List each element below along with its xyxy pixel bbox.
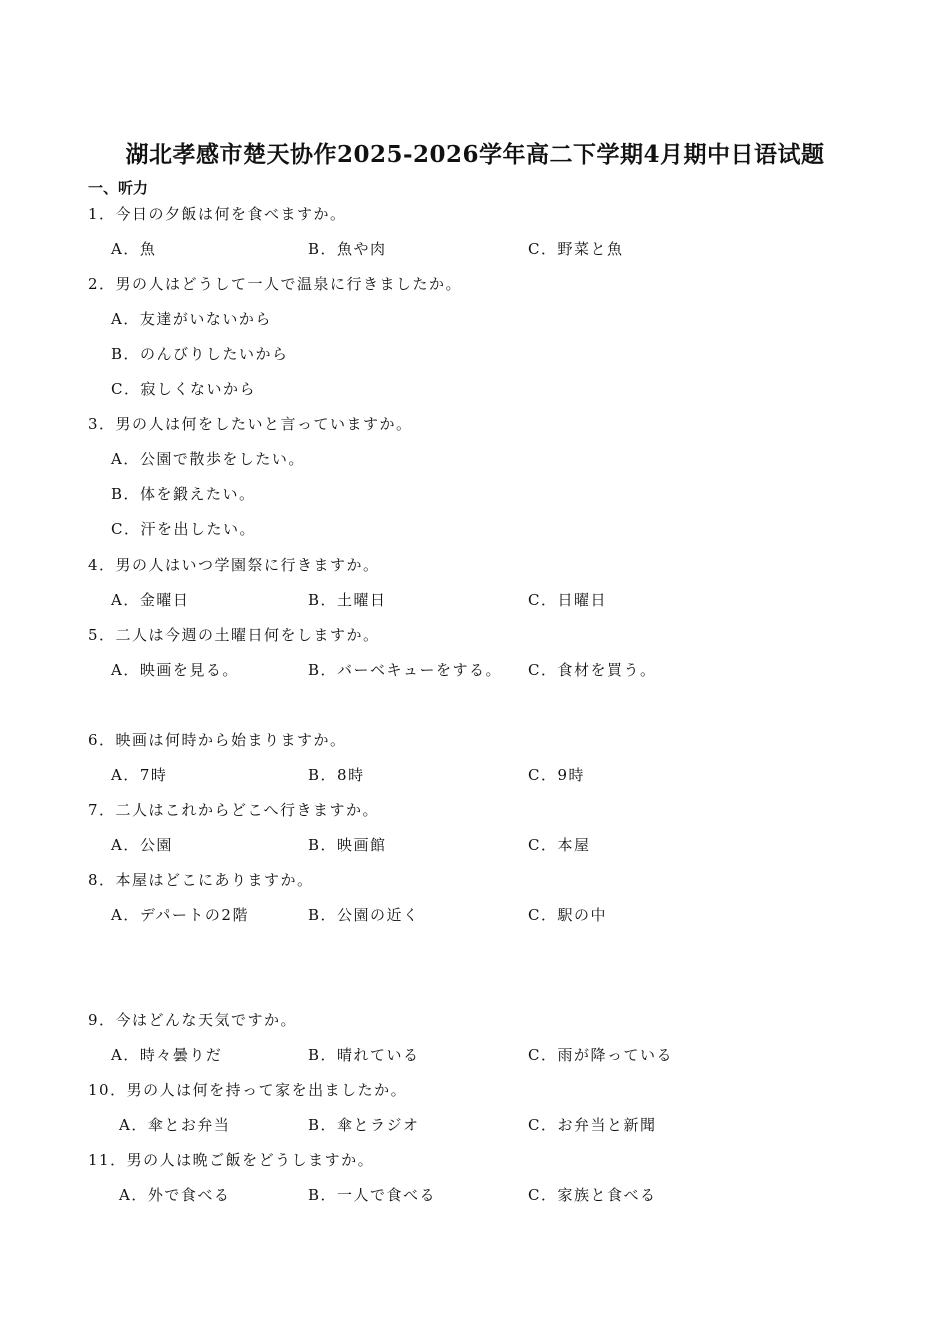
option-3-c: C．汗を出したい。	[111, 520, 256, 538]
option-6-a: A．7時	[111, 766, 168, 784]
option-11-b: B．一人で食べる	[308, 1186, 437, 1204]
option-11-a: A．外で食べる	[119, 1186, 231, 1204]
option-1-c: C．野菜と魚	[528, 240, 624, 258]
option-6-c: C．9時	[528, 766, 586, 784]
option-7-a: A．公園	[111, 836, 173, 854]
question-3: 3．男の人は何をしたいと言っていますか。	[88, 415, 413, 433]
option-10-a: A．傘とお弁当	[119, 1116, 231, 1134]
option-3-a: A．公園で散歩をしたい。	[111, 450, 305, 468]
option-1-a: A．魚	[111, 240, 157, 258]
option-8-b: B．公園の近く	[308, 906, 420, 924]
question-5: 5．二人は今週の土曜日何をしますか。	[88, 626, 380, 644]
option-9-c: C．雨が降っている	[528, 1046, 673, 1064]
option-5-c: C．食材を買う。	[528, 661, 657, 679]
option-10-c: C．お弁当と新聞	[528, 1116, 657, 1134]
option-2-c: C．寂しくないから	[111, 380, 256, 398]
option-10-b: B．傘とラジオ	[308, 1116, 420, 1134]
option-5-a: A．映画を見る。	[111, 661, 239, 679]
question-11: 11．男の人は晩ご飯をどうしますか。	[88, 1151, 375, 1169]
option-6-b: B．8時	[308, 766, 365, 784]
option-2-a: A．友達がいないから	[111, 310, 272, 328]
question-1: 1．今日の夕飯は何を食べますか。	[88, 205, 347, 223]
option-4-a: A．金曜日	[111, 591, 190, 609]
option-8-a: A．デパートの2階	[111, 906, 249, 924]
question-10: 10．男の人は何を持って家を出ましたか。	[88, 1081, 408, 1099]
option-2-b: B．のんびりしたいから	[111, 345, 289, 363]
question-2: 2．男の人はどうして一人で温泉に行きましたか。	[88, 275, 463, 293]
section-heading: 一、听力	[88, 179, 149, 197]
option-1-b: B．魚や肉	[308, 240, 387, 258]
option-11-c: C．家族と食べる	[528, 1186, 657, 1204]
option-9-a: A．時々曇りだ	[111, 1046, 223, 1064]
question-9: 9．今はどんな天気ですか。	[88, 1011, 298, 1029]
question-8: 8．本屋はどこにありますか。	[88, 871, 314, 889]
option-7-b: B．映画館	[308, 836, 387, 854]
option-7-c: C．本屋	[528, 836, 591, 854]
page-title: 湖北孝感市楚天协作2025-2026学年高二下学期4月期中日语试题	[125, 141, 825, 168]
option-3-b: B．体を鍛えたい。	[111, 485, 256, 503]
option-9-b: B．晴れている	[308, 1046, 420, 1064]
question-7: 7．二人はこれからどこへ行きますか。	[88, 801, 379, 819]
question-6: 6．映画は何時から始まりますか。	[88, 731, 347, 749]
question-4: 4．男の人はいつ学園祭に行きますか。	[88, 556, 380, 574]
option-4-b: B．土曜日	[308, 591, 387, 609]
option-5-b: B．バーベキューをする。	[308, 661, 503, 679]
option-4-c: C．日曜日	[528, 591, 607, 609]
option-8-c: C．駅の中	[528, 906, 607, 924]
